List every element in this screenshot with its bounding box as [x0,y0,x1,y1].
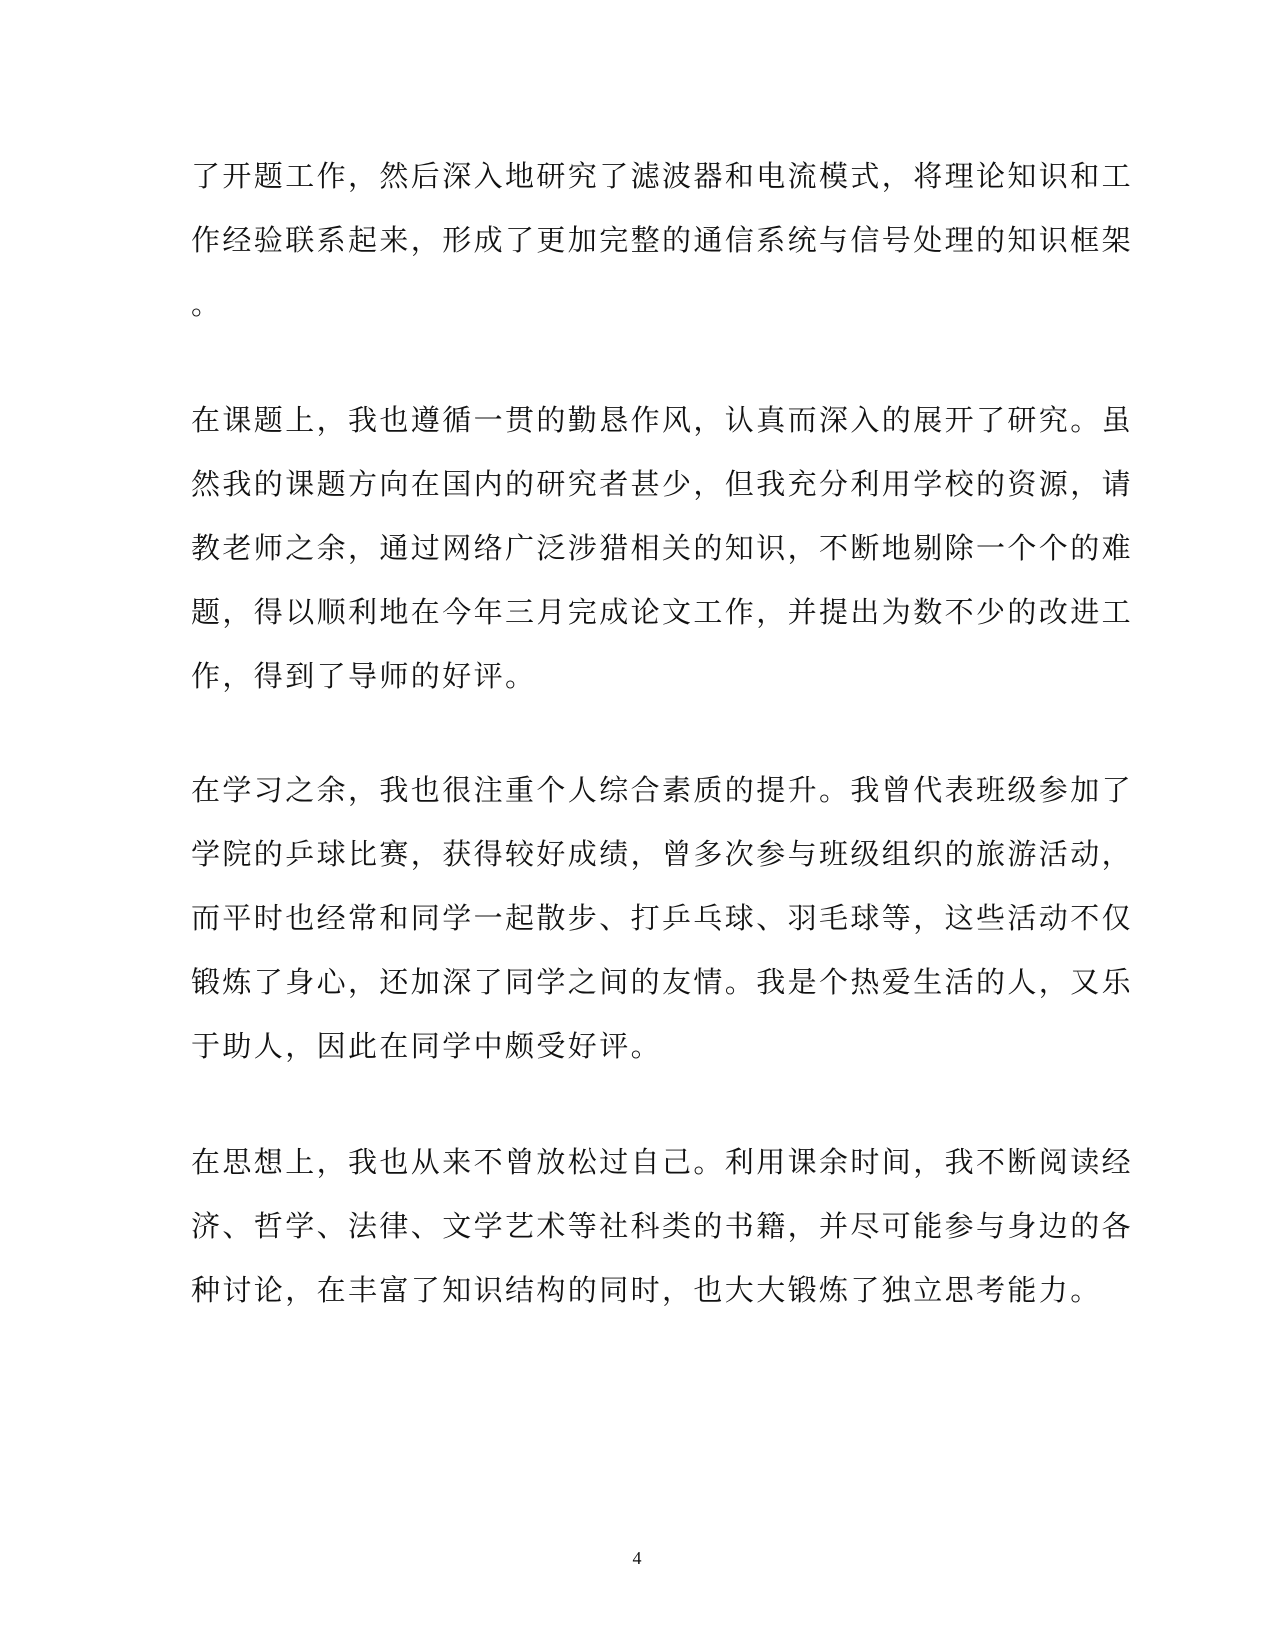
text-line: 而平时也经常和同学一起散步、打乒乓球、羽毛球等，这些活动不仅 [191,901,1134,935]
text-line: 济、哲学、法律、文学艺术等社科类的书籍，并尽可能参与身边的各 [191,1209,1134,1243]
text-line: 题，得以顺利地在今年三月完成论文工作，并提出为数不少的改进工 [191,595,1134,629]
text-line: 在思想上，我也从来不曾放松过自己。利用课余时间，我不断阅读经 [191,1145,1134,1179]
text-line: 锻炼了身心，还加深了同学之间的友情。我是个热爱生活的人，又乐 [191,965,1134,999]
text-line: 种讨论，在丰富了知识结构的同时，也大大锻炼了独立思考能力。 [191,1273,1102,1307]
text-line: 了开题工作，然后深入地研究了滤波器和电流模式，将理论知识和工 [191,159,1134,193]
page-number: 4 [632,1548,642,1568]
text-line: 在课题上，我也遵循一贯的勤恳作风，认真而深入的展开了研究。虽 [191,403,1134,437]
text-line: 。 [191,287,223,321]
text-line: 作，得到了导师的好评。 [191,659,537,693]
text-line: 在学习之余，我也很注重个人综合素质的提升。我曾代表班级参加了 [191,773,1134,807]
text-line: 然我的课题方向在国内的研究者甚少，但我充分利用学校的资源，请 [191,467,1134,501]
text-line: 于助人，因此在同学中颇受好评。 [191,1029,663,1063]
text-line: 作经验联系起来，形成了更加完整的通信系统与信号处理的知识框架 [191,223,1134,257]
text-line: 教老师之余，通过网络广泛涉猎相关的知识，不断地剔除一个个的难 [191,531,1134,565]
text-line: 学院的乒球比赛，获得较好成绩，曾多次参与班级组织的旅游活动， [191,837,1134,871]
